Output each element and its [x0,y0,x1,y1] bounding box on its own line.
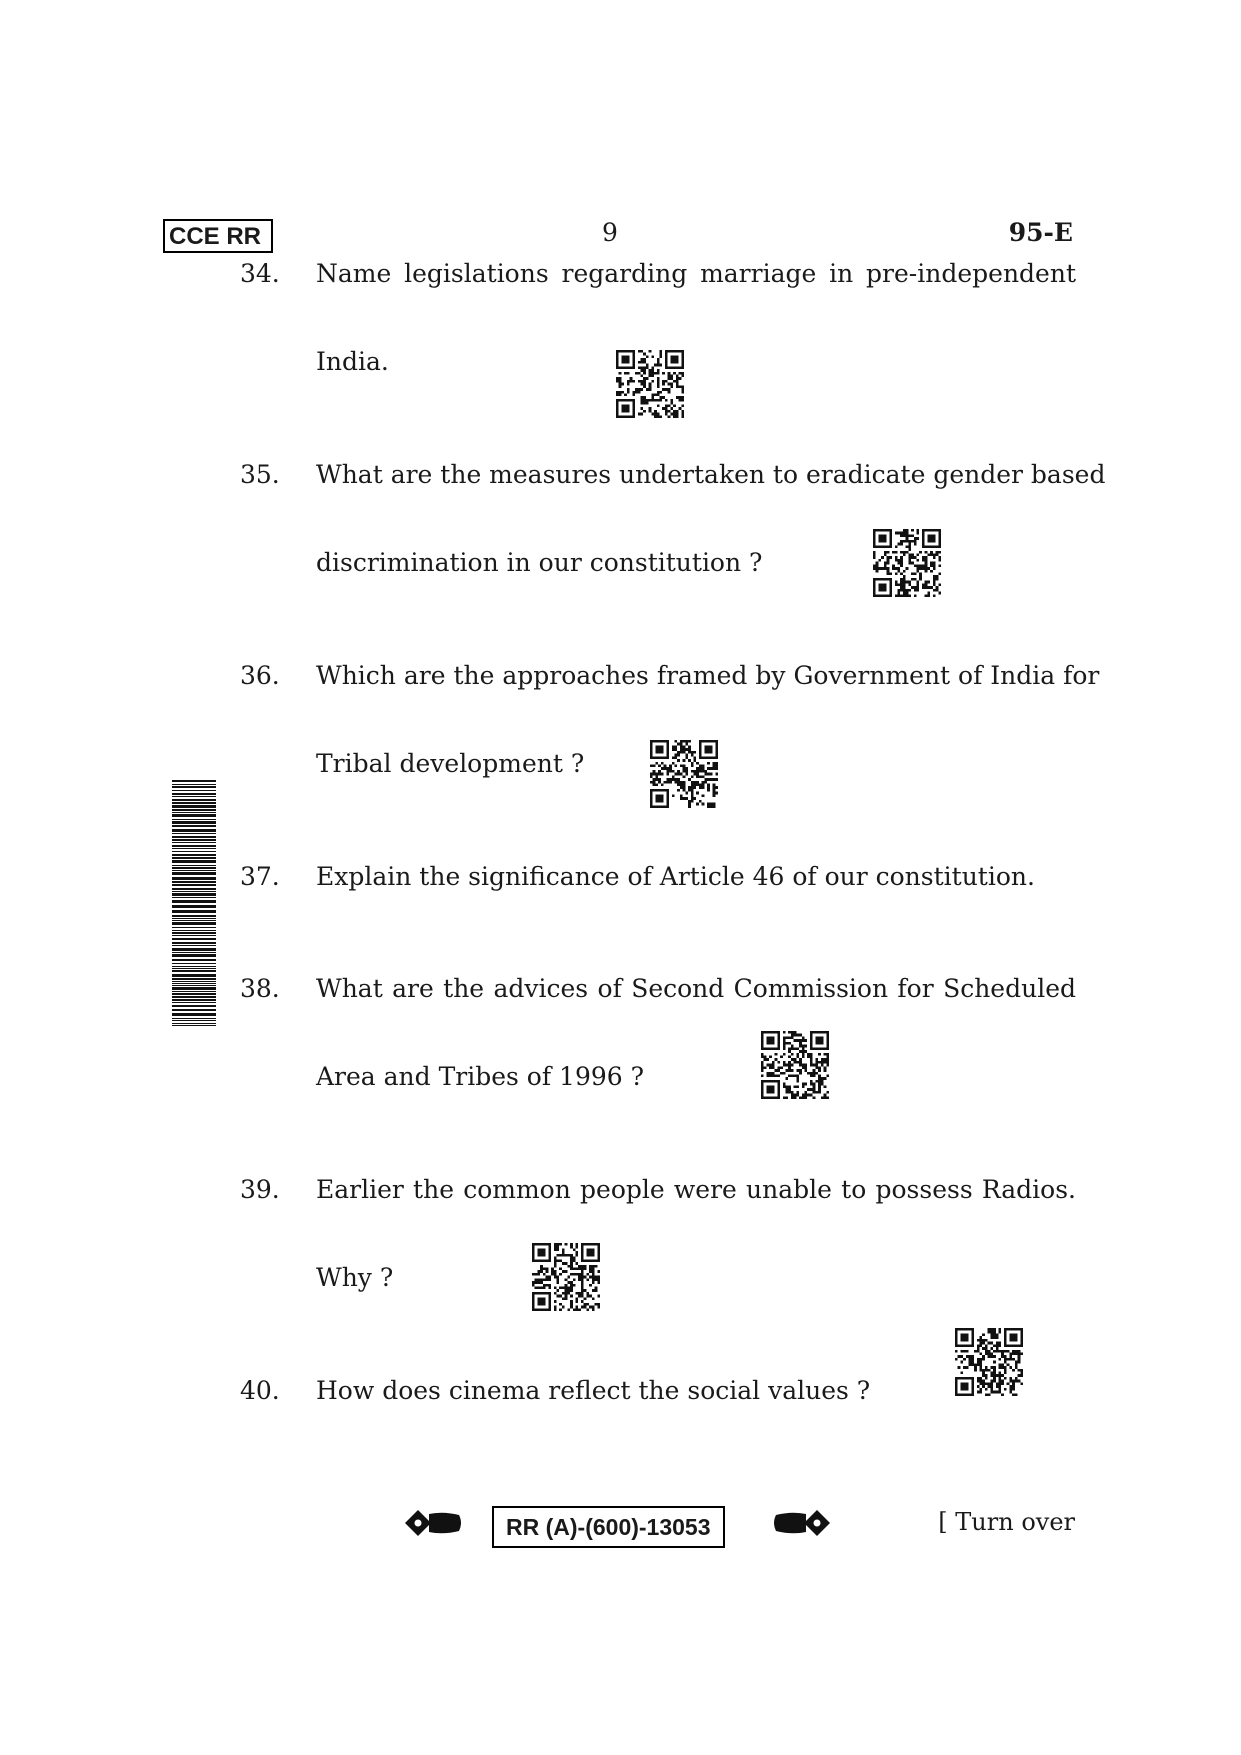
question-number: 36. [240,661,280,690]
barcode-icon [172,780,216,1026]
question-text: Earlier the common people were unable to possess Radios. [316,1175,1076,1204]
qr-code-icon [532,1243,600,1311]
qr-code-icon [650,740,718,808]
question-number: 35. [240,460,280,489]
qr-code-icon [955,1328,1023,1396]
question-text: India. [316,347,389,376]
question-number: 34. [240,259,280,288]
question-number: 38. [240,974,280,1003]
qr-code-icon [616,350,684,418]
header-box-label: CCE RR [163,219,273,253]
page-number: 9 [602,218,618,247]
turn-over-label: [ Turn over [938,1508,1075,1536]
question-text: What are the measures undertaken to eradicate gender based [316,460,1106,489]
question-number: 40. [240,1376,280,1405]
question-text: Name legislations regarding marriage in pre-independent [316,259,1076,288]
question-text: Why ? [316,1263,394,1292]
question-text: How does cinema reflect the social values ? [316,1376,871,1405]
question-number: 39. [240,1175,280,1204]
question-text: Which are the approaches framed by Government of India for [316,661,1100,690]
qr-code-icon [761,1031,829,1099]
question-number: 37. [240,862,280,891]
paper-code: 95-E [1008,218,1073,247]
question-text: Area and Tribes of 1996 ? [316,1062,645,1091]
question-text: What are the advices of Second Commission for Scheduled [316,974,1076,1003]
question-text: discrimination in our constitution ? [316,548,763,577]
ornament-icon [772,1507,832,1539]
ornament-icon [403,1507,463,1539]
question-text: Tribal development ? [316,749,585,778]
qr-code-icon [873,529,941,597]
question-text: Explain the significance of Article 46 of our constitution. [316,862,1035,891]
footer-code-box: RR (A)-(600)-13053 [492,1506,725,1548]
